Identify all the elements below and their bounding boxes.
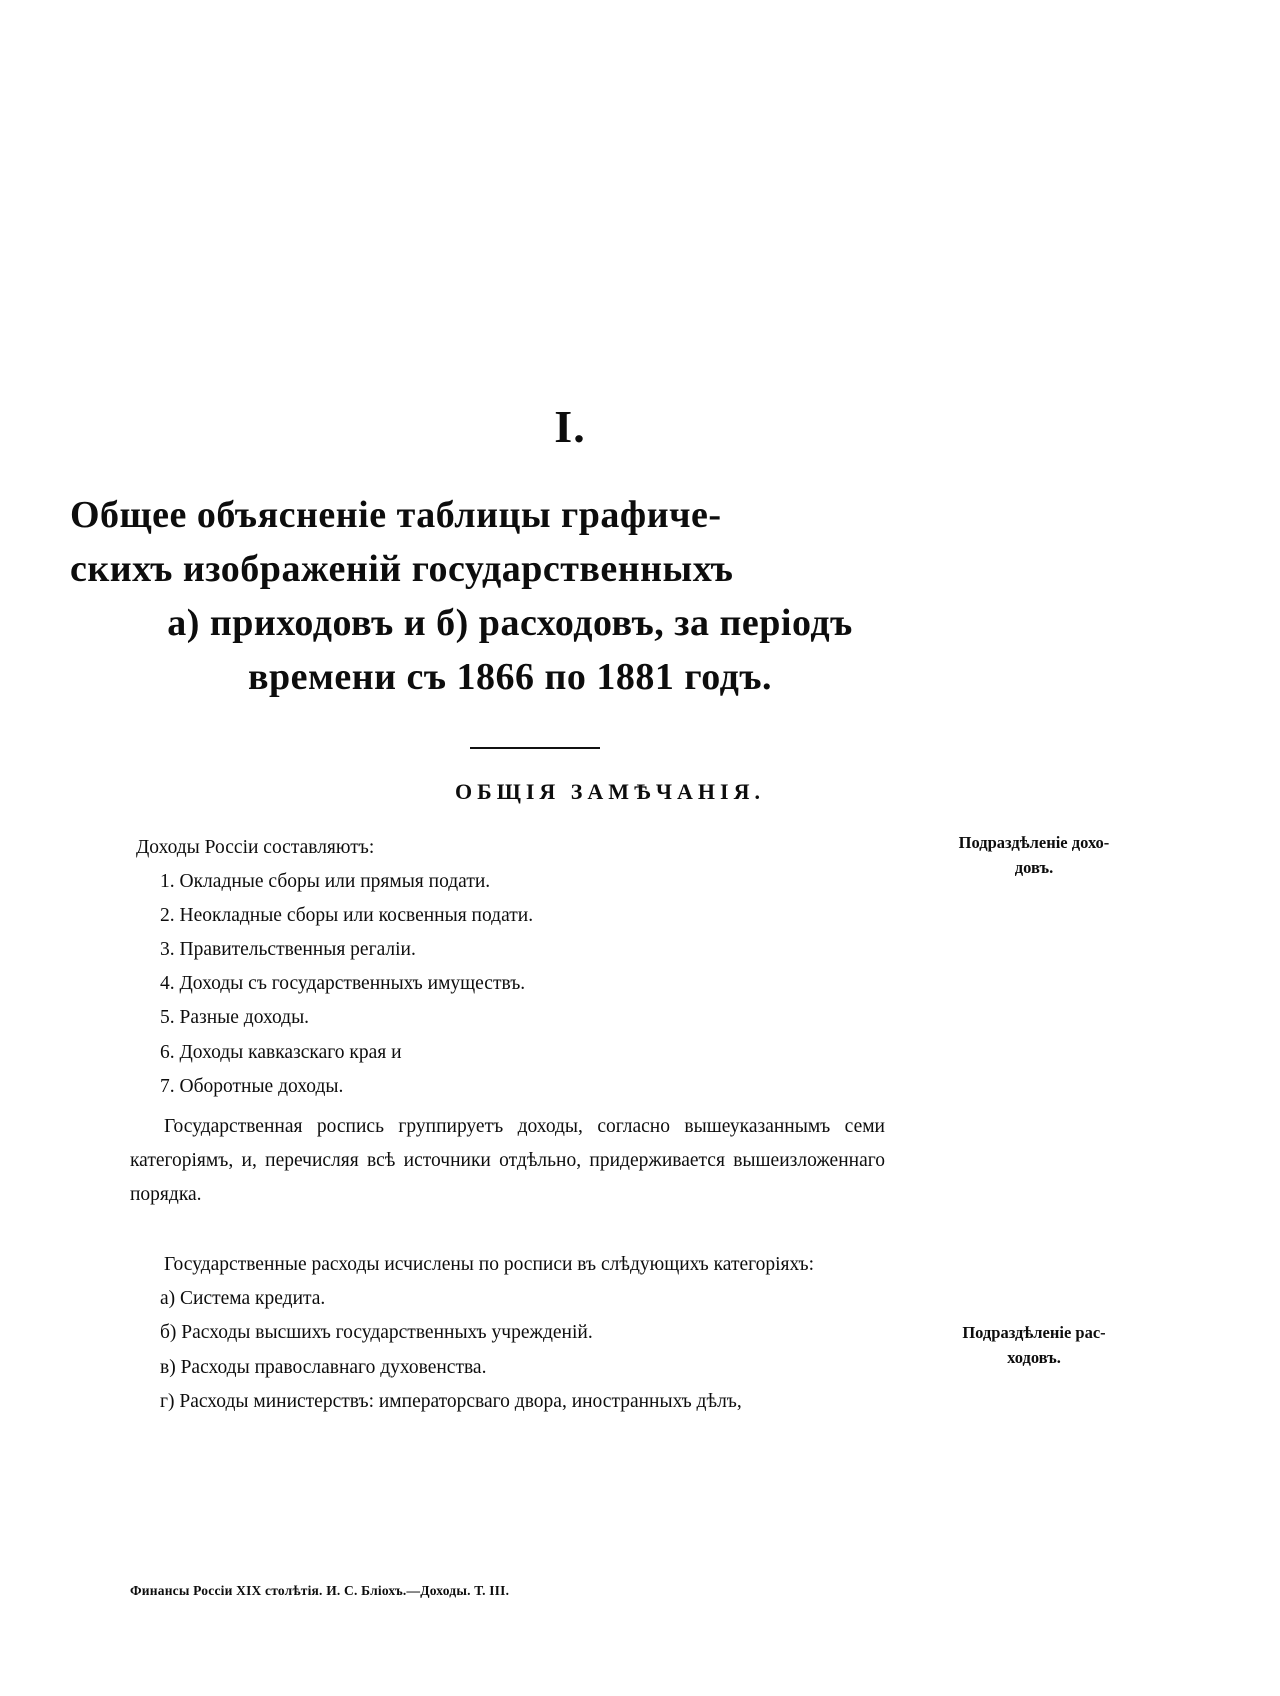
title-line-1: Общее объясненіе таблицы графиче- — [70, 494, 722, 536]
income-paragraph: Государственная роспись группируетъ доходы, согласно вышеуказаннымъ семи категоріямъ, и, перечисляя всѣ источники отдѣльно, придерживается вышеизложеннаго порядка. — [130, 1115, 885, 1206]
body-block — [130, 831, 1150, 1419]
list-item: 6. Доходы кавказскаго края и — [160, 1041, 402, 1063]
list-item: б) Расходы высшихъ государственныхъ учрежденій. — [160, 1322, 593, 1344]
page-content — [70, 400, 1150, 1419]
list-item: 4. Доходы съ государственныхъ имуществъ. — [160, 973, 526, 995]
page-title — [70, 489, 950, 705]
title-line-2: скихъ изображеній государственныхъ — [70, 547, 734, 590]
list-item: 5. Разные доходы. — [160, 1007, 310, 1029]
margin-note-income-line2: довъ. — [1014, 857, 1054, 877]
list-item: г) Расходы министерствъ: императорсваго двора, иностранныхъ дѣлъ, — [160, 1390, 742, 1412]
list-item: 2. Неокладные сборы или косвенныя подати. — [160, 905, 534, 927]
margin-note-income-line1: Подраздѣленіе дохо- — [958, 832, 1110, 852]
paragraph-gap — [130, 1212, 885, 1242]
expense-lead: Государственные расходы исчислены по росписи въ слѣдующихъ категоріяхъ: — [164, 1254, 815, 1276]
list-item: в) Расходы православнаго духовенства. — [160, 1356, 487, 1378]
margin-note-expense-line2: ходовъ. — [1007, 1347, 1061, 1367]
title-line-4: времени съ 1866 по 1881 годъ. — [247, 655, 773, 698]
margin-note-expense-line1: Подраздѣленіе рас- — [962, 1322, 1106, 1342]
main-column — [130, 831, 885, 1419]
running-footer: Финансы Россіи XIX столѣтія. И. С. Блiохъ.—Доходы. Т. III. — [130, 1583, 510, 1598]
section-heading: ОБЩІЯ ЗАМѢЧАНІЯ. — [455, 778, 765, 804]
title-divider — [470, 747, 600, 749]
list-item: 1. Окладные сборы или прямыя подати. — [160, 870, 491, 892]
list-item: 7. Оборотные доходы. — [160, 1075, 344, 1097]
margin-note-expense — [918, 1321, 1150, 1371]
list-item: 3. Правительственныя регаліи. — [160, 939, 416, 961]
chapter-numeral: I. — [554, 401, 586, 452]
income-lead: Доходы Россіи составляютъ: — [136, 836, 375, 858]
margin-note-income — [918, 831, 1150, 881]
list-item: а) Система кредита. — [160, 1288, 326, 1310]
title-line-3: а) приходовъ и б) расходовъ, за періодъ — [167, 601, 853, 644]
